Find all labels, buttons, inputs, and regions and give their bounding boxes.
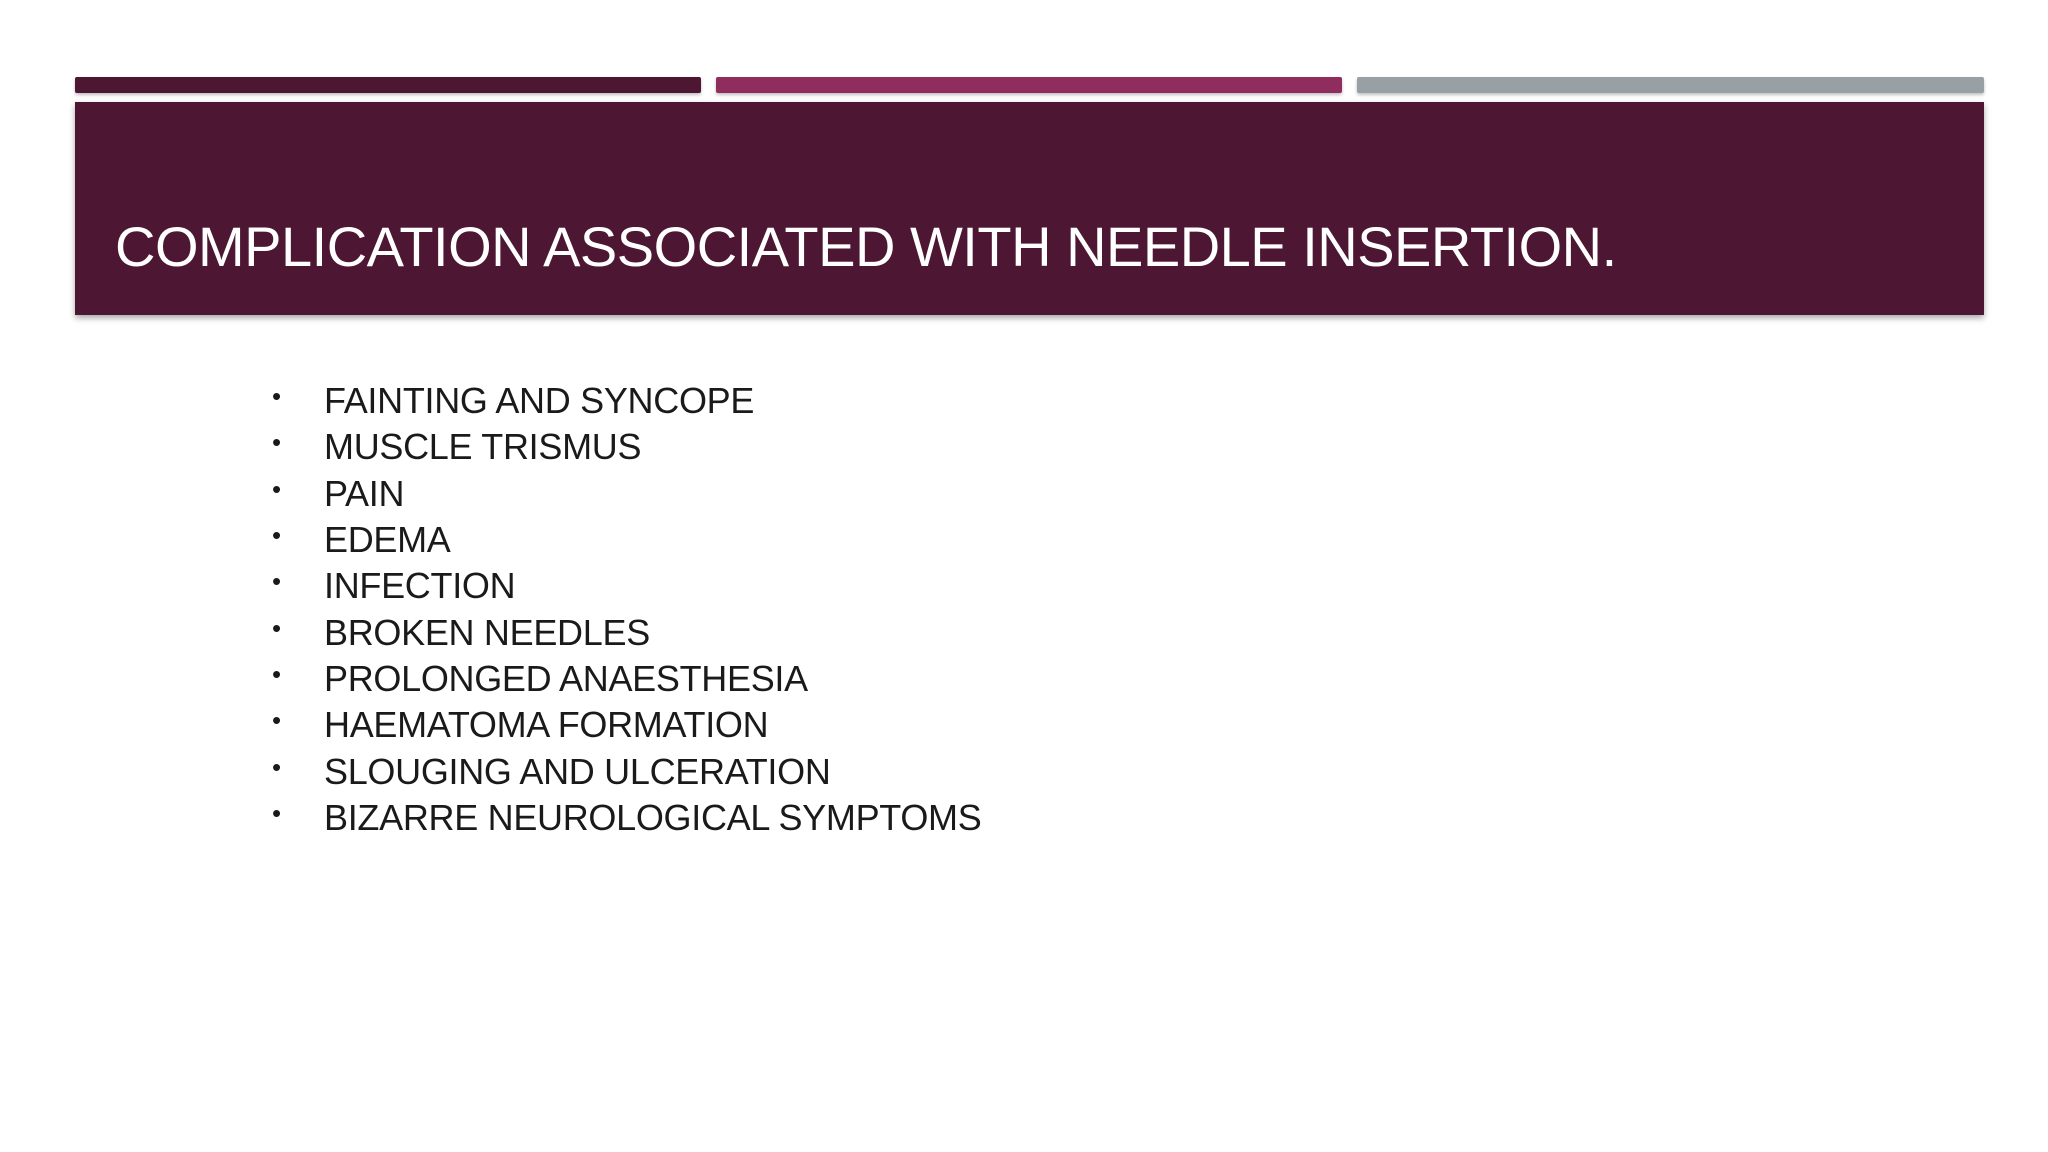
bullet-text: HAEMATOMA FORMATION [324,704,769,746]
bullet-item [272,748,981,794]
bullet-text: PROLONGED ANAESTHESIA [324,657,808,699]
bullet-item [272,517,981,563]
bullet-text: PAIN [324,472,405,514]
bullet-item [272,656,981,702]
accent-bar-gray [1357,77,1984,93]
slide-title: COMPLICATION ASSOCIATED WITH NEEDLE INSERTION. [115,215,1617,278]
bullet-icon: • [272,797,281,828]
bullet-icon: • [272,566,281,597]
bullet-item [272,471,981,517]
accent-bar-dark [75,77,701,93]
accent-bar-magenta [716,77,1342,93]
bullet-text: EDEMA [324,519,451,561]
bullet-icon: • [272,751,281,782]
bullet-icon: • [272,473,281,504]
bullet-icon: • [272,658,281,689]
bullet-text: MUSCLE TRISMUS [324,426,642,468]
bullet-text: INFECTION [324,565,516,607]
bullet-text: SLOUGING AND ULCERATION [324,750,831,792]
bullet-item [272,563,981,609]
bullet-item [272,609,981,655]
bullet-icon: • [272,520,281,551]
bullet-item [272,702,981,748]
bullet-text: BROKEN NEEDLES [324,611,650,653]
bullet-text: BIZARRE NEUROLOGICAL SYMPTOMS [324,796,982,838]
bullet-item [272,424,981,470]
title-band [75,102,1984,315]
bullet-icon: • [272,427,281,458]
bullet-item [272,378,981,424]
bullet-icon: • [272,705,281,736]
bullet-text: FAINTING AND SYNCOPE [324,380,755,422]
bullet-item [272,795,981,841]
bullet-list [272,378,981,841]
bullet-icon: • [272,612,281,643]
bullet-icon: • [272,381,281,412]
